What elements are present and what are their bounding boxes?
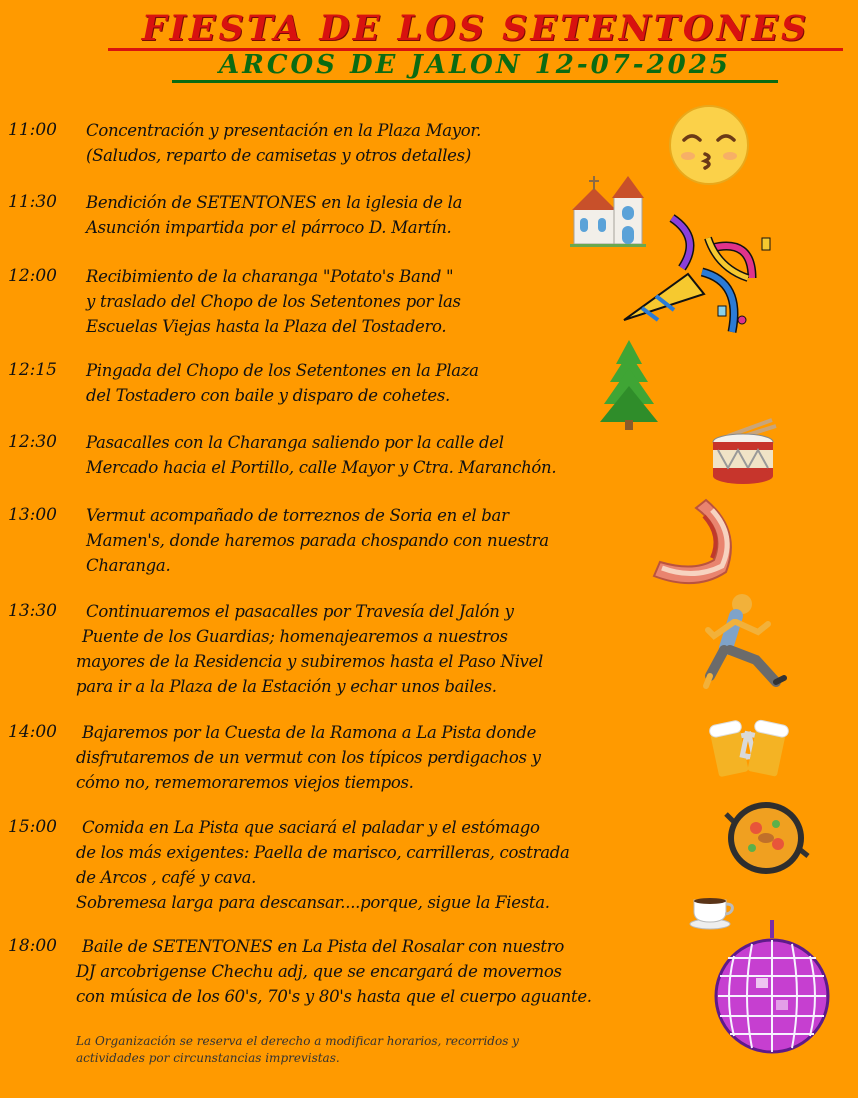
beer-mugs-icon xyxy=(708,710,790,786)
schedule-time: 14:00 xyxy=(8,722,57,742)
kissing-face-icon xyxy=(668,104,750,186)
schedule-description: Comida en La Pista que saciará el paladar y el estómago de los más exigentes: Paella de marisco, carrilleras, costrada de Arcos , café y cava. Sobremesa larga para descansar....porque, sigue la Fiesta. xyxy=(76,818,570,912)
schedule-description: Pingada del Chopo de los Setentones en la Plaza del Tostadero con baile y disparo de cohetes. xyxy=(86,361,479,405)
disclaimer-note: La Organización se reserva el derecho a modificar horarios, recorridos y actividades por circunstancias imprevistas. xyxy=(76,1034,519,1065)
schedule-description: Pasacalles con la Charanga saliendo por la calle del Mercado hacia el Portillo, calle Mayor y Ctra. Maranchón. xyxy=(86,433,557,477)
schedule-time: 15:00 xyxy=(8,817,57,837)
party-popper-icon xyxy=(622,208,782,358)
poster-title: FIESTA DE LOS SETENTONES xyxy=(108,10,843,51)
running-person-icon xyxy=(702,592,788,690)
schedule-description: Continuaremos el pasacalles por Travesía del Jalón y Puente de los Guardias; homenajearemos a nuestros mayores de la Residencia y subiremos hasta el Paso Nivel para ir a la Plaza de la Estación y echar unos bailes. xyxy=(76,602,544,696)
schedule-time: 12:00 xyxy=(8,266,57,286)
schedule-description: Bendición de SETENTONES en la iglesia de la Asunción impartida por el párroco D. Martín. xyxy=(86,193,463,237)
schedule-description: Bajaremos por la Cuesta de la Ramona a La Pista donde disfrutaremos de un vermut con los típicos perdigachos y cómo no, rememoraremos viejos tiempos. xyxy=(76,723,541,792)
schedule-description: Vermut acompañado de torreznos de Soria en el bar Mamen's, donde haremos parada chospando con nuestra Charanga. xyxy=(86,506,549,575)
schedule-description: Baile de SETENTONES en La Pista del Rosalar con nuestro DJ arcobrigense Chechu adj, que se encargará de movernos con música de los 60's, 70's y 80's hasta que el cuerpo aguante. xyxy=(76,937,592,1006)
schedule-description: Concentración y presentación en la Plaza Mayor. (Saludos, reparto de camisetas y otros detalles) xyxy=(86,121,482,165)
disco-ball-icon xyxy=(712,918,832,1056)
schedule-time: 18:00 xyxy=(8,936,57,956)
schedule-time: 11:30 xyxy=(8,192,57,212)
schedule-time: 13:00 xyxy=(8,505,57,525)
schedule-time: 12:30 xyxy=(8,432,57,452)
evergreen-tree-icon xyxy=(600,338,658,430)
paella-icon xyxy=(722,794,812,878)
poster-subtitle: ARCOS DE JALON 12-07-2025 xyxy=(172,50,778,83)
schedule-time: 11:00 xyxy=(8,120,57,140)
bacon-icon xyxy=(646,494,746,594)
schedule-time: 13:30 xyxy=(8,601,57,621)
schedule-time: 12:15 xyxy=(8,360,57,380)
schedule-description: Recibimiento de la charanga "Potato's Band " y traslado del Chopo de los Setentones por las Escuelas Viejas hasta la Plaza del Tostadero. xyxy=(86,267,461,336)
drum-icon xyxy=(708,418,778,486)
